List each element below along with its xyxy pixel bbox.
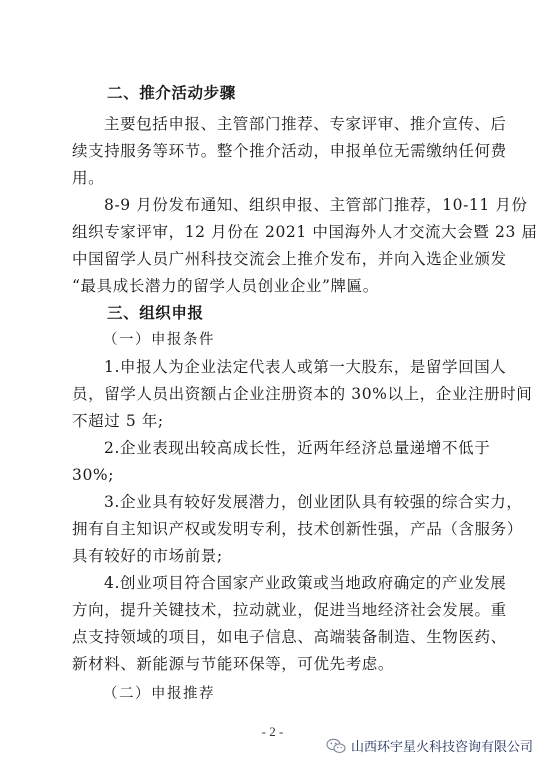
condition-line: 1.申报人为企业法定代表人或第一大股东，是留学回国人 — [104, 358, 507, 376]
paragraph-line: 续支持服务等环节。整个推介活动，申报单位无需缴纳任何费 — [72, 142, 507, 160]
condition-line: 3.企业具有较好发展潜力，创业团队具有较强的综合实力， — [104, 493, 523, 511]
paragraph-line: 组织专家评审，12 月份在 2021 中国海外人才交流大会暨 23 届 — [72, 223, 538, 241]
paragraph-line: “最具成长潜力的留学人员创业企业”牌匾。 — [72, 277, 379, 295]
condition-line: 新材料、新能源与节能环保等，可优先考虑。 — [72, 655, 395, 673]
condition-line: 不超过 5 年; — [72, 412, 164, 430]
subsection-heading-conditions: （一）申报条件 — [103, 332, 215, 348]
condition-line: 30%; — [72, 466, 115, 484]
subsection-heading-recommendation: （二）申报推荐 — [103, 686, 215, 702]
watermark — [326, 736, 533, 755]
condition-line: 4.创业项目符合国家产业政策或当地政府确定的产业发展 — [104, 574, 507, 592]
condition-line: 点支持领域的项目，如电子信息、高端装备制造、生物医药、 — [72, 628, 507, 646]
wechat-icon — [326, 738, 346, 754]
condition-line: 员，留学人员出资额占企业注册资本的 30%以上，企业注册时间 — [72, 385, 533, 403]
section-heading-application: 三、组织申报 — [107, 304, 204, 322]
condition-line: 方向，提升关键技术，拉动就业，促进当地经济社会发展。重 — [72, 601, 507, 619]
condition-line: 具有较好的市场前景; — [72, 547, 223, 565]
condition-line: 拥有自主知识产权或发明专利，技术创新性强，产品（含服务） — [72, 520, 523, 538]
page-number: - 2 - — [261, 724, 284, 739]
watermark-text: 山西环宇星火科技咨询有限公司 — [350, 740, 533, 755]
paragraph-line: 8-9 月份发布通知、组织申报、主管部门推荐，10-11 月份 — [104, 196, 528, 214]
paragraph-line: 主要包括申报、主管部门推荐、专家评审、推介宣传、后 — [104, 115, 507, 133]
paragraph-line: 中国留学人员广州科技交流会上推介发布，并向入选企业颁发 — [72, 250, 507, 268]
section-heading-steps: 二、推介活动步骤 — [107, 84, 236, 102]
condition-line: 2.企业表现出较高成长性，近两年经济总量递增不低于 — [104, 439, 491, 457]
paragraph-line: 用。 — [72, 169, 105, 187]
